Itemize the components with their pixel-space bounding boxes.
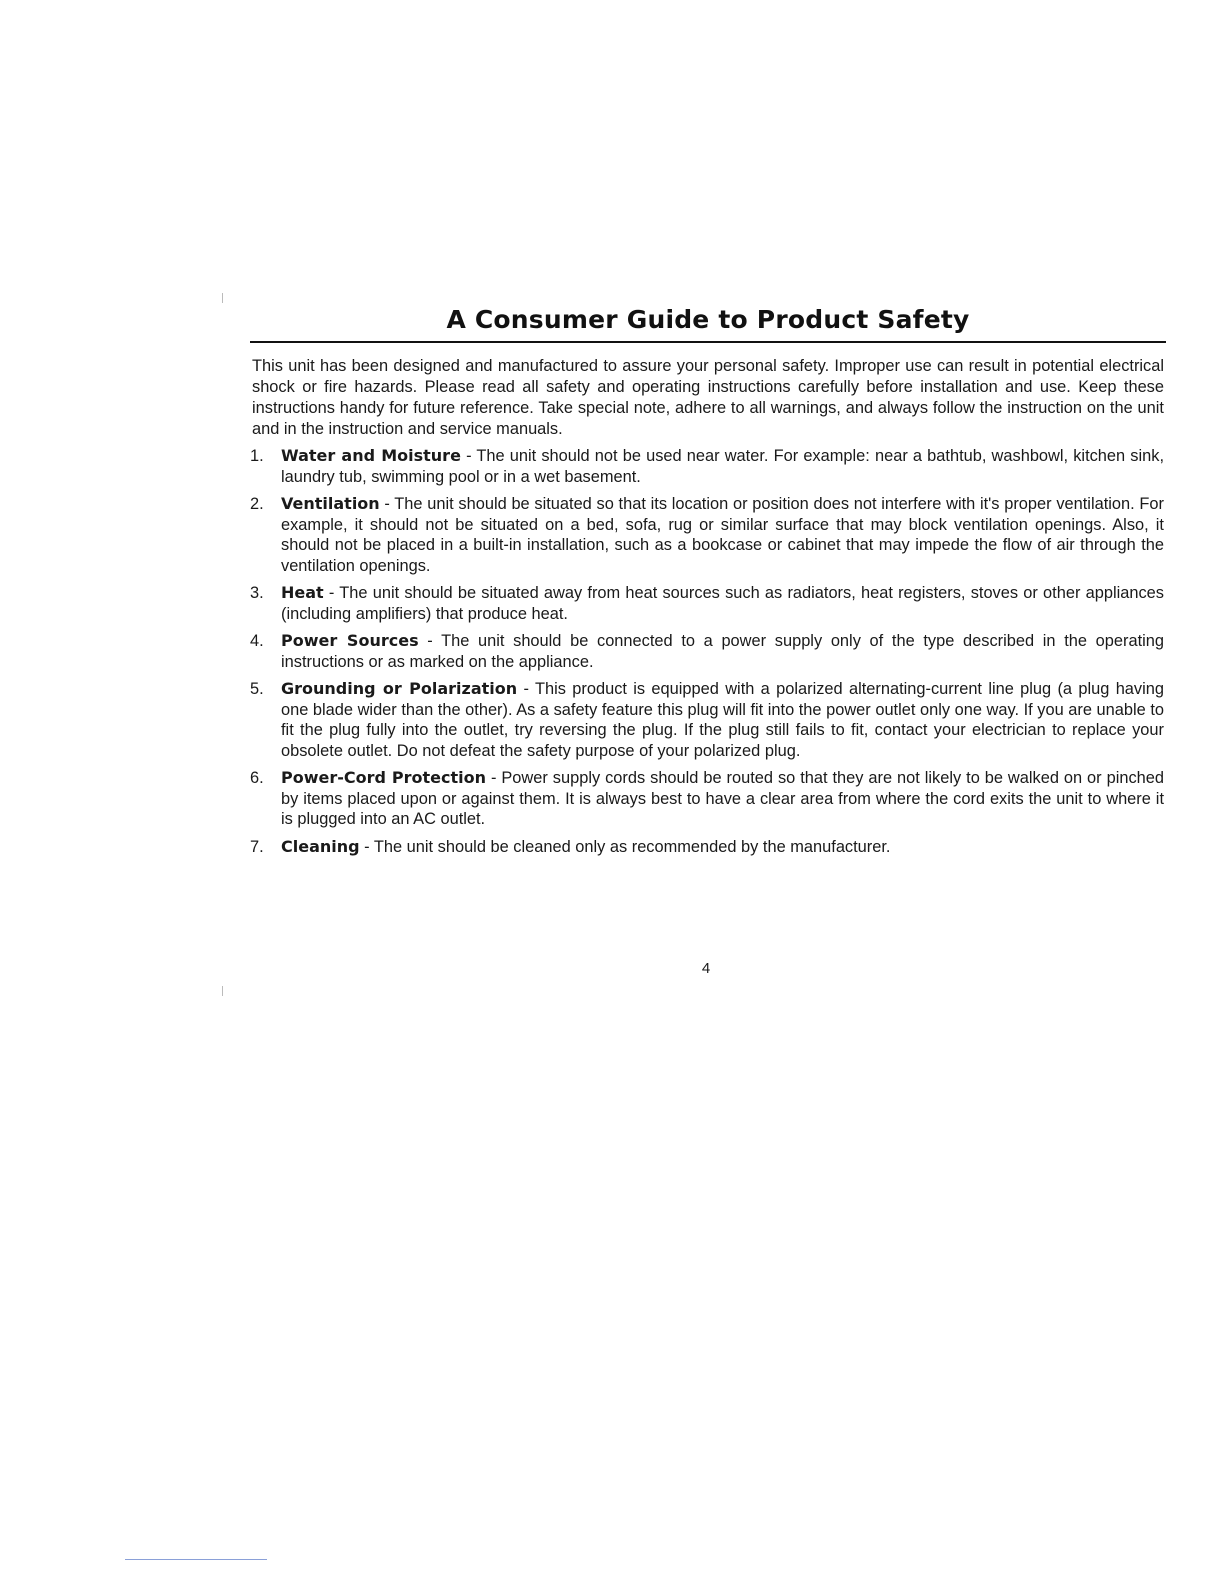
item-text: - This product is equipped with a polarized alternating-current line plug (a plug having one blade wider than the other). As a safety feature this plug will fit into the power outlet only one way. If you are unable to fit the plug fully into the outlet, try reversing the plug. If the plug still fails to fit, contact your electrician to replace your obsolete outlet. Do not defeat the safety purpose of your polarized plug. xyxy=(281,680,1164,760)
title-rule xyxy=(250,341,1166,343)
page-number: 4 xyxy=(701,960,711,977)
item-term: Power-Cord Protection xyxy=(281,768,487,787)
item-term: Heat xyxy=(281,583,324,602)
item-text: - The unit should be cleaned only as recommended by the manufacturer. xyxy=(359,837,891,856)
list-item xyxy=(250,494,1164,576)
item-text: - Power supply cords should be routed so that they are not likely to be walked on or pinched by items placed upon or against them. It is always best to have a clear area from where the cord exits the unit to where it is plugged into an AC outlet. xyxy=(281,769,1164,828)
item-term: Water and Moisture xyxy=(281,446,461,465)
list-item xyxy=(250,446,1164,487)
item-term: Cleaning xyxy=(281,836,360,856)
intro-paragraph: This unit has been designed and manufactured to assure your personal safety. Improper use can result in potential electrical shock or fire hazards. Please read all safety and operating instructions carefully before installation and use. Keep these instructions handy for future reference. Take special note, adhere to all warnings, and always follow the instruction on the unit and in the instruction and service manuals. xyxy=(252,357,1164,438)
item-number: 3. xyxy=(250,584,264,602)
scan-mark xyxy=(222,293,223,303)
item-text: - The unit should not be used near water. For example: near a bathtub, washbowl, kitchen sink, laundry tub, swimming pool or in a wet basement. xyxy=(281,447,1165,486)
item-text: - The unit should be situated so that its location or position does not interfere with it's proper ventilation. For example, it should not be situated on a bed, sofa, rug or similar surface that may block ventilation openings. Also, it should not be placed in a built-in installation, such as a bookcase or cabinet that may impede the flow of air through the ventilation openings. xyxy=(281,495,1164,575)
item-text: - The unit should be situated away from heat sources such as radiators, heat registers, stoves or other appliances (including amplifiers) that produce heat. xyxy=(281,584,1164,623)
list-item xyxy=(250,679,1164,761)
item-number: 5. xyxy=(250,680,264,698)
item-number: 6. xyxy=(250,769,264,787)
bottom-rule xyxy=(125,1559,267,1560)
list-item xyxy=(250,583,1164,624)
item-number: 4. xyxy=(250,632,264,650)
list-item xyxy=(250,768,1164,830)
list-item xyxy=(250,631,1164,672)
item-term: Ventilation xyxy=(281,494,380,513)
item-term: Grounding or Polarization xyxy=(281,679,518,698)
page-title: A Consumer Guide to Product Safety xyxy=(446,305,970,334)
scan-mark xyxy=(222,986,223,996)
item-term: Power Sources xyxy=(281,631,419,650)
item-text: - The unit should be connected to a power supply only of the type described in the operating instructions or as marked on the appliance. xyxy=(281,632,1164,671)
safety-list xyxy=(250,446,1164,864)
item-number: 1. xyxy=(250,447,264,465)
item-number: 7. xyxy=(250,837,264,856)
item-number: 2. xyxy=(250,495,264,513)
list-item xyxy=(250,837,1164,858)
